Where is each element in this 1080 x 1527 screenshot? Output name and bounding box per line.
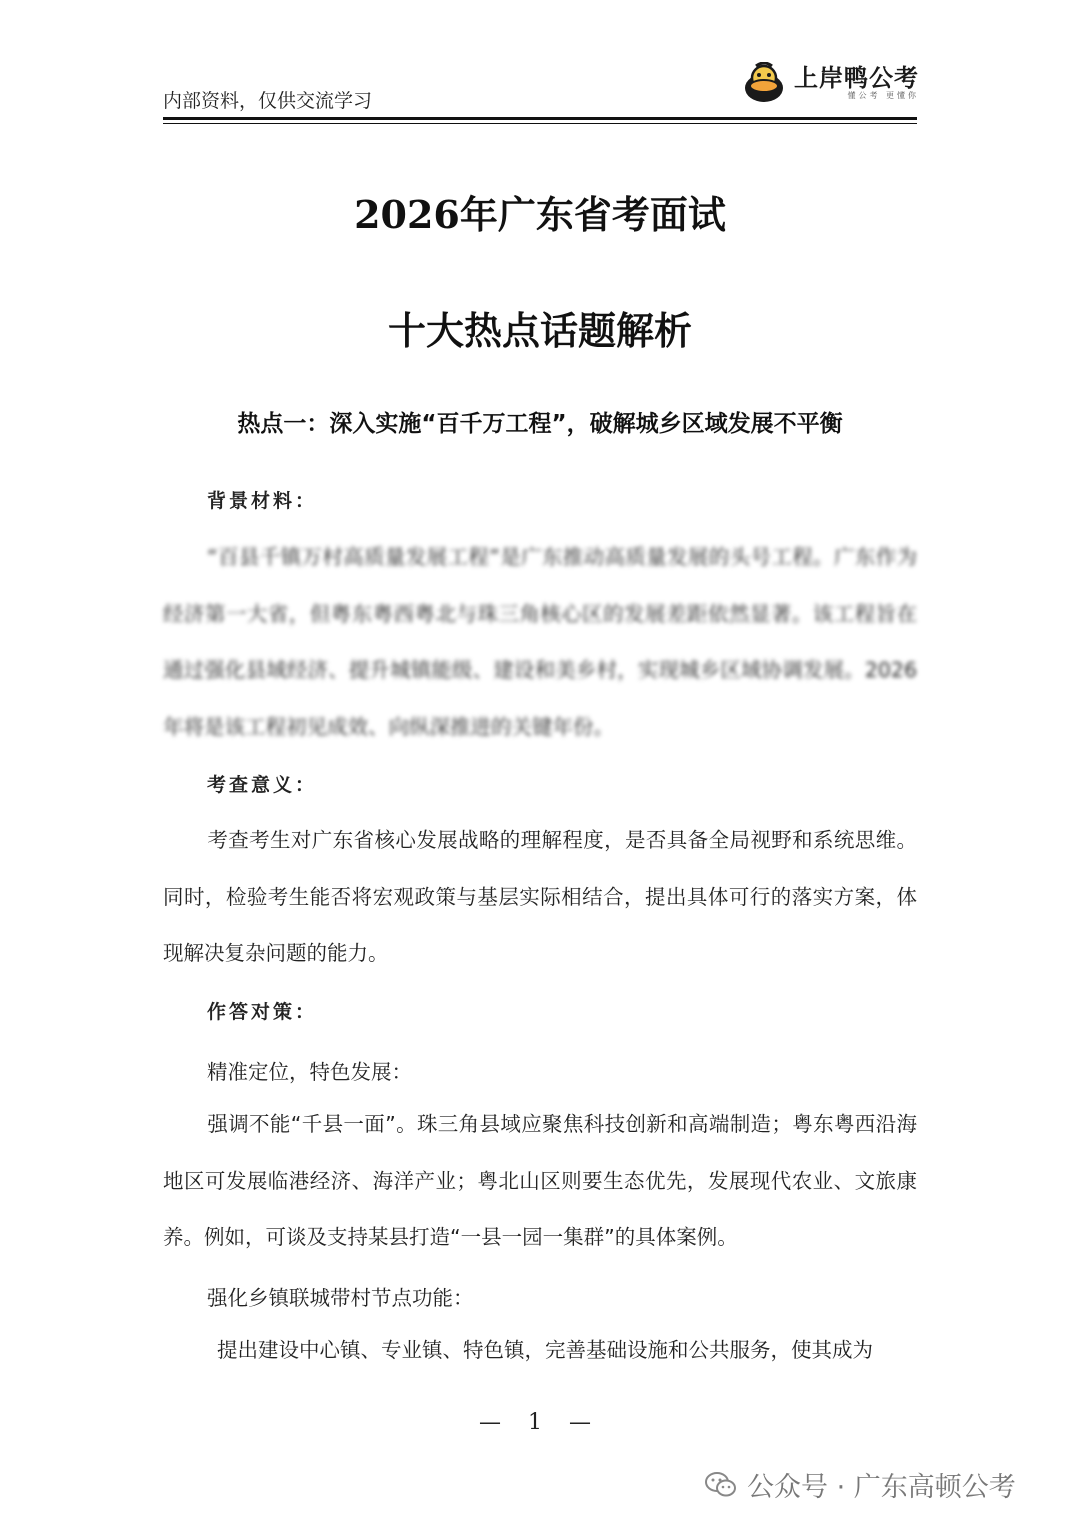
strategy-text-1: 强调不能“千县一面”。珠三角县域应聚焦科技创新和高端制造；粤东粤西沿海地区可发展临港经济、海洋产业；粤北山区则要生态优先，发展现代农业、文旅康养。例如，可谈及支持某县打造“一县一园一集群”的具体案例。 [163, 1112, 917, 1249]
strategy-subheading-1: 精准定位，特色发展： [207, 1060, 412, 1084]
significance-label: 考查意义： [207, 774, 318, 796]
header-note: 内部资料，仅供交流学习 [163, 90, 373, 112]
duck-logo-icon [742, 62, 788, 104]
header-rule-thick [163, 117, 917, 120]
strategy-subheading-2: 强化乡镇联城带村节点功能： [207, 1286, 474, 1310]
logo-name: 上岸鸭公考 [794, 64, 919, 92]
watermark [705, 1465, 1016, 1504]
significance-text: 考查考生对广东省核心发展战略的理解程度，是否具备全局视野和系统思维。同时，检验考生能否将宏观政策与基层实际相结合，提出具体可行的落实方案，体现解决复杂问题的能力。 [163, 828, 917, 965]
strategy-text-2: 提出建设中心镇、专业镇、特色镇，完善基础设施和公共服务，使其成为 [217, 1338, 873, 1362]
brand-logo [742, 60, 919, 106]
logo-slogan: 懂公考 更懂你 [847, 91, 919, 100]
background-text: “百县千镇万村高质量发展工程”是广东推动高质量发展的头号工程。广东作为经济第一大省，但粤东粤西粤北与珠三角核心区的发展差距依然显著。该工程旨在通过强化县域经济、提升城镇能级、建设和美乡村，实现城乡区域协调发展。2026年将是该工程初见成效、向纵深推进的关键年份。 [163, 545, 917, 739]
strategy-label: 作答对策： [207, 1001, 318, 1023]
hotspot-heading: 热点一：深入实施“百千万工程”，破解城乡区域发展不平衡 [237, 411, 843, 437]
watermark-text: 公众号 · 广东高顿公考 [747, 1472, 1016, 1503]
background-paragraph [163, 529, 917, 755]
header-rule-thin [163, 123, 917, 124]
doc-title-line1: 2026年广东省考面试 [354, 192, 726, 237]
strategy-paragraph-1 [163, 1096, 917, 1266]
doc-title-line2: 十大热点话题解析 [387, 309, 692, 353]
wechat-icon [705, 1471, 737, 1499]
strategy-paragraph-2 [163, 1322, 917, 1379]
background-label: 背景材料： [207, 490, 318, 512]
significance-paragraph [163, 812, 917, 982]
page-number: — 1 — [479, 1410, 601, 1435]
